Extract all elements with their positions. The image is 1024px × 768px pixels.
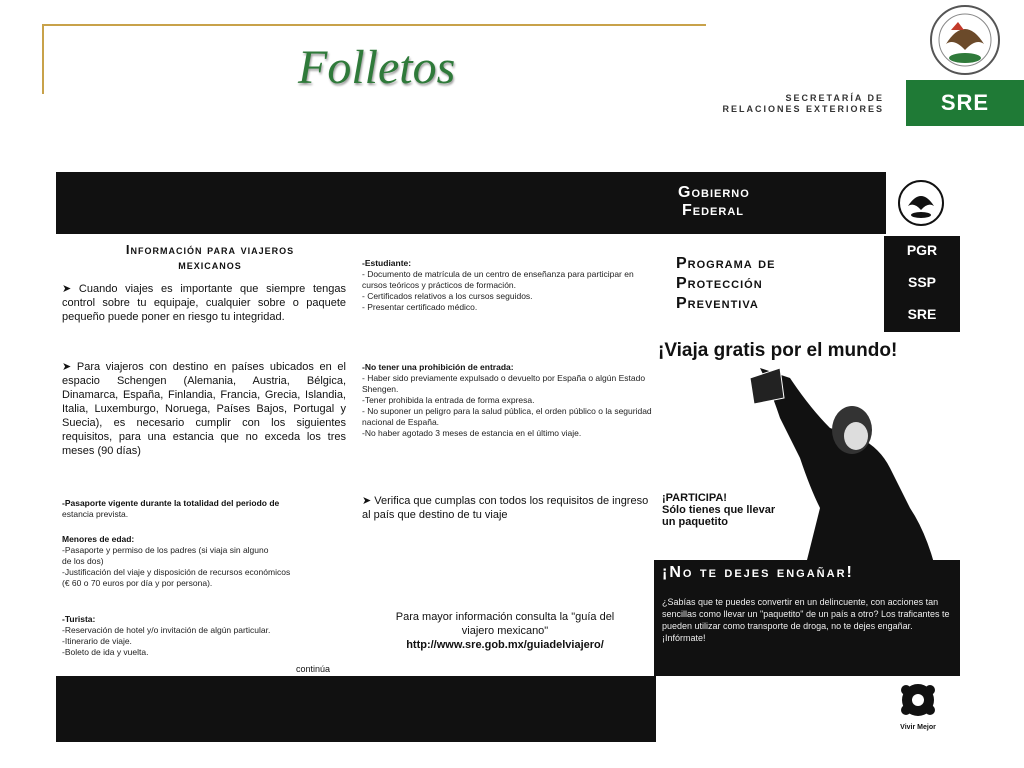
- agency-ssp: SSP: [907, 274, 936, 290]
- secretaria-line2: RELACIONES EXTERIORES: [722, 104, 884, 114]
- menores-head: Menores de edad:: [62, 534, 135, 544]
- estudiante-block: [362, 258, 652, 313]
- title-frame-top-line: [42, 24, 706, 26]
- mexico-seal-logo: [906, 0, 1024, 80]
- menores-block: [62, 534, 346, 589]
- participa-line3: un paquetito: [662, 516, 728, 528]
- info-title-line1: Información para viajeros: [125, 242, 295, 257]
- agency-pgr: PGR: [906, 242, 938, 258]
- estudiante-line3: - Presentar certificado médico.: [362, 302, 478, 312]
- programa-line3: Preventiva: [676, 295, 759, 312]
- turista-line1: -Reservación de hotel y/o invitación de algún particular.: [62, 625, 271, 635]
- pasaporte-head: -Pasaporte vigente durante la totalidad del periodo de: [62, 498, 280, 508]
- turista-head: -Turista:: [62, 614, 96, 624]
- info-viajeros-title: [70, 242, 350, 272]
- menores-line4: (€ 60 o 70 euros por día y por persona).: [62, 578, 213, 588]
- menores-line2: de los dos): [62, 556, 104, 566]
- federal-text: Federal: [682, 202, 744, 219]
- prohibicion-block: [362, 362, 652, 439]
- prohibicion-head: -No tener una prohibición de entrada:: [362, 362, 514, 372]
- brochure-image: [56, 172, 960, 742]
- prohibicion-line4: -No haber agotado 3 meses de estancia en el último viaje.: [362, 428, 582, 438]
- equipaje-paragraph: ➤ Cuando viajes es importante que siempre tengas control sobre tu equipaje, cualquier sobre o paquete pequeño puede poner en riesgo tu integridad.: [62, 283, 346, 323]
- participa-line1: ¡PARTICIPA!: [662, 492, 727, 504]
- programa-line2: Protección: [676, 275, 763, 292]
- gobierno-text: Gobierno: [678, 184, 750, 201]
- turista-block: [62, 614, 346, 658]
- prohibicion-line2: -Tener prohibida la entrada de forma expresa.: [362, 395, 535, 405]
- vivir-mejor-logo: [876, 676, 960, 742]
- mayor-info-line1: Para mayor información consulta la "guía del: [395, 611, 615, 623]
- mayor-info-block: [362, 610, 648, 652]
- prohibicion-line3: - No suponer un peligro para la salud pública, el orden público o la seguridad nacional de España.: [362, 406, 652, 427]
- gobierno-seal-icon: [894, 178, 948, 228]
- viaja-gratis-headline: ¡Viaja gratis por el mundo!: [658, 340, 898, 361]
- prohibicion-line1: - Haber sido previamente expulsado o devuelto por España o algún Estado Shengen.: [362, 373, 646, 394]
- menores-line3: -Justificación del viaje y disposición de recursos económicos: [62, 567, 291, 577]
- agency-sre: SRE: [907, 306, 937, 322]
- brochure-top-dark-band: [56, 172, 656, 234]
- mayor-info-line2: viajero mexicano": [461, 625, 549, 637]
- turista-line2: -Itinerario de viaje.: [62, 636, 132, 646]
- estudiante-head: -Estudiante:: [362, 258, 412, 268]
- estudiante-line1: - Documento de matrícula de un centro de enseñanza para participar en cursos teóricos y prácticos de formación.: [362, 269, 634, 290]
- sabias-text: ¿Sabías que te puedes convertir en un delincuente, con acciones tan sencillas como llevar un "paquetito" de un país a otro? Los traficantes te pueden utilizar como transporte de droga, no te dejes engañar. ¡Infórmate!: [662, 597, 950, 643]
- guia-viajero-url: http://www.sre.gob.mx/guiadelviajero/: [406, 639, 604, 651]
- brochure-bottom-dark-band: [56, 676, 656, 742]
- secretaria-line1: SECRETARÍA DE: [785, 93, 884, 103]
- participa-text: [662, 492, 775, 528]
- schengen-paragraph: ➤ Para viajeros con destino en países ubicados en el espacio Schengen (Alemania, Austria, Bélgica, Dinamarca, España, Finlandia, Francia, Grecia, Islandia, Italia, Luxemburgo, Noruega, Países Bajos, Portugal y Suecia), es necesario cumplir con los siguientes requisitos, para una estancia que no exceda los tres meses (90 días): [62, 361, 346, 457]
- slide-title: Folletos: [298, 41, 456, 94]
- turista-line3: -Boleto de ida y vuelta.: [62, 647, 149, 657]
- gobierno-federal-title: [678, 184, 750, 220]
- menores-line1: -Pasaporte y permiso de los padres (si viaja sin alguno: [62, 545, 269, 555]
- title-frame-left-line: [42, 26, 44, 94]
- pasaporte-tail: estancia prevista.: [62, 509, 129, 519]
- pasaporte-block: [62, 498, 346, 520]
- sre-badge: SRE: [906, 80, 1024, 126]
- vivir-mejor-text: Vivir Mejor: [900, 724, 936, 731]
- programa-line1: Programa de: [676, 255, 776, 272]
- info-title-line2: mexicanos: [178, 257, 242, 272]
- eagle-seal-icon: [906, 0, 1024, 80]
- estudiante-line2: - Certificados relativos a los cursos seguidos.: [362, 291, 533, 301]
- verifica-paragraph: ➤ Verifica que cumplas con todos los requisitos de ingreso al país que destino de tu viaje: [362, 495, 649, 521]
- programa-title: [676, 254, 775, 314]
- no-te-dejes-headline: ¡No te dejes engañar!: [662, 564, 854, 581]
- participa-line2: Sólo tienes que llevar: [662, 504, 776, 516]
- continua-label: continúa: [296, 664, 331, 674]
